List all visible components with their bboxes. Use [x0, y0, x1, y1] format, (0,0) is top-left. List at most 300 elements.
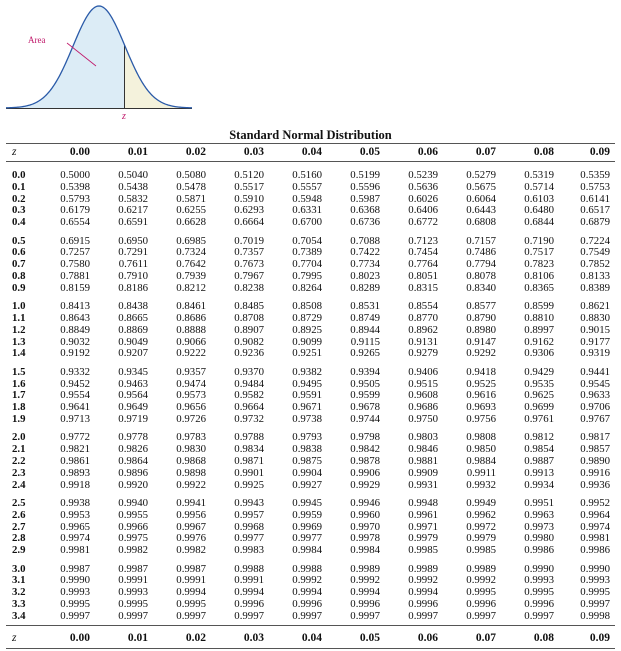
table-cell: 0.8907 — [234, 323, 264, 336]
table-cell: 0.5199 — [350, 169, 380, 181]
table-cell: 0.9744 — [350, 413, 380, 425]
table-cell: 0.9979 — [466, 532, 496, 545]
table-cell: 0.9997 — [466, 609, 496, 622]
table-cell: 0.7054 — [292, 234, 322, 247]
table-cell: 0.5714 — [524, 180, 554, 193]
z-value: 0.8 — [12, 270, 26, 282]
table-cell: 0.6628 — [176, 216, 206, 229]
table-cell: 0.9929 — [350, 478, 380, 491]
table-cell: 0.9878 — [350, 455, 380, 467]
column-header: 0.01 — [127, 632, 148, 644]
table-cell: 0.6915 — [60, 234, 90, 247]
table-cell: 0.9984 — [350, 544, 380, 557]
table-cell: 0.9995 — [118, 598, 148, 610]
footer-header-row — [0, 632, 621, 645]
table-cell: 0.8925 — [292, 323, 322, 336]
table-cell: 0.9990 — [524, 562, 554, 575]
table-cell: 0.9726 — [176, 413, 206, 425]
table-row — [0, 347, 621, 360]
table-cell: 0.9147 — [466, 335, 496, 348]
table-cell: 0.6443 — [466, 204, 496, 217]
table-cell: 0.7764 — [408, 258, 438, 271]
table-cell: 0.9834 — [234, 443, 264, 456]
table-cell: 0.9812 — [524, 431, 554, 444]
table-cell: 0.9987 — [60, 562, 90, 575]
table-cell: 0.8264 — [292, 281, 322, 294]
z-value: 1.3 — [12, 335, 26, 348]
table-cell: 0.5596 — [350, 180, 380, 193]
table-cell: 0.9968 — [234, 520, 264, 533]
z-value: 0.4 — [12, 216, 26, 229]
table-cell: 0.6950 — [118, 234, 148, 247]
table-cell: 0.9925 — [234, 478, 264, 491]
table-cell: 0.8365 — [524, 281, 554, 294]
table-cell: 0.7157 — [466, 234, 496, 247]
table-row — [0, 610, 621, 623]
z-value: 3.1 — [12, 574, 26, 587]
normal-curve-svg — [0, 0, 200, 125]
z-value: 2.8 — [12, 532, 26, 545]
table-cell: 0.9884 — [466, 455, 496, 467]
table-cell: 0.5080 — [176, 169, 206, 181]
table-cell: 0.9875 — [292, 455, 322, 467]
table-cell: 0.9991 — [234, 574, 264, 587]
table-cell: 0.9990 — [60, 574, 90, 587]
z-value: 2.9 — [12, 544, 26, 557]
table-cell: 0.7823 — [524, 258, 554, 271]
table-cell: 0.9974 — [60, 532, 90, 545]
table-cell: 0.6026 — [408, 192, 438, 205]
table-cell: 0.9997 — [118, 609, 148, 622]
table-cell: 0.9994 — [408, 586, 438, 599]
column-header: 0.02 — [185, 632, 206, 644]
table-cell: 0.8159 — [60, 281, 90, 294]
table-cell: 0.8554 — [408, 300, 438, 313]
z-value: 2.5 — [12, 497, 26, 509]
column-header: 0.00 — [69, 146, 90, 158]
table-cell: 0.8212 — [176, 281, 206, 294]
table-cell: 0.9993 — [60, 586, 90, 599]
table-cell: 0.9893 — [60, 466, 90, 479]
table-cell: 0.9916 — [580, 466, 610, 479]
table-cell: 0.5636 — [408, 180, 438, 193]
table-cell: 0.9738 — [292, 413, 322, 425]
table-cell: 0.8023 — [350, 270, 380, 282]
table-cell: 0.9032 — [60, 335, 90, 348]
table-cell: 0.9525 — [466, 377, 496, 390]
table-cell: 0.5120 — [234, 169, 264, 181]
table-cell: 0.9964 — [580, 508, 610, 521]
table-cell: 0.6103 — [524, 192, 554, 205]
table-cell: 0.9545 — [580, 377, 610, 390]
table-cell: 0.8708 — [234, 312, 264, 324]
column-header: 0.07 — [475, 632, 496, 644]
table-cell: 0.9983 — [234, 544, 264, 557]
table-cell: 0.9949 — [466, 497, 496, 509]
table-cell: 0.7794 — [466, 258, 496, 271]
table-cell: 0.9783 — [176, 431, 206, 444]
table-cell: 0.9803 — [408, 431, 438, 444]
table-cell: 0.9977 — [234, 532, 264, 545]
table-cell: 0.7224 — [580, 234, 610, 247]
table-cell: 0.5359 — [580, 169, 610, 181]
table-cell: 0.9922 — [176, 478, 206, 491]
table-cell: 0.8849 — [60, 323, 90, 336]
column-header: 0.03 — [243, 146, 264, 158]
table-cell: 0.6217 — [118, 204, 148, 217]
table-cell: 0.9582 — [234, 389, 264, 402]
column-header: 0.04 — [301, 146, 322, 158]
table-cell: 0.6554 — [60, 216, 90, 229]
column-header: 0.01 — [127, 146, 148, 158]
table-cell: 0.9970 — [350, 520, 380, 533]
table-cell: 0.9699 — [524, 401, 554, 414]
table-cell: 0.9909 — [408, 466, 438, 479]
z-value: 1.9 — [12, 413, 26, 425]
table-cell: 0.9236 — [234, 347, 264, 360]
table-cell: 0.9015 — [580, 323, 610, 336]
table-cell: 0.9871 — [234, 455, 264, 467]
table-cell: 0.5871 — [176, 192, 206, 205]
z-value: 2.0 — [12, 431, 26, 444]
table-cell: 0.9887 — [524, 455, 554, 467]
z-value: 2.1 — [12, 443, 26, 456]
table-cell: 0.7910 — [118, 270, 148, 282]
table-cell: 0.5398 — [60, 180, 90, 193]
table-cell: 0.6406 — [408, 204, 438, 217]
column-header: 0.08 — [533, 632, 554, 644]
table-cell: 0.9554 — [60, 389, 90, 402]
table-cell: 0.6772 — [408, 216, 438, 229]
table-cell: 0.9979 — [408, 532, 438, 545]
table-cell: 0.9980 — [524, 532, 554, 545]
table-cell: 0.5319 — [524, 169, 554, 181]
table-cell: 0.6293 — [234, 204, 264, 217]
table-cell: 0.9222 — [176, 347, 206, 360]
table-cell: 0.9881 — [408, 455, 438, 467]
table-cell: 0.8962 — [408, 323, 438, 336]
table-cell: 0.9616 — [466, 389, 496, 402]
table-cell: 0.9998 — [580, 609, 610, 622]
table-cell: 0.9821 — [60, 443, 90, 456]
table-cell: 0.9978 — [350, 532, 380, 545]
z-value: 1.4 — [12, 347, 26, 360]
z-value: 2.6 — [12, 508, 26, 521]
table-row — [0, 544, 621, 557]
z-value: 0.9 — [12, 281, 26, 294]
table-cell: 0.9987 — [118, 562, 148, 575]
header-bottom-rule — [6, 161, 615, 162]
z-value: 0.6 — [12, 246, 26, 259]
z-value: 1.2 — [12, 323, 26, 336]
table-cell: 0.9505 — [350, 377, 380, 390]
table-cell: 0.8340 — [466, 281, 496, 294]
table-cell: 0.9573 — [176, 389, 206, 402]
table-cell: 0.9826 — [118, 443, 148, 456]
table-cell: 0.9960 — [350, 508, 380, 521]
table-cell: 0.9993 — [524, 574, 554, 587]
column-header: 0.03 — [243, 632, 264, 644]
table-cell: 0.8770 — [408, 312, 438, 324]
table-cell: 0.7190 — [524, 234, 554, 247]
table-cell: 0.6879 — [580, 216, 610, 229]
table-cell: 0.9997 — [176, 609, 206, 622]
table-cell: 0.9452 — [60, 377, 90, 390]
table-cell: 0.9599 — [350, 389, 380, 402]
table-cell: 0.9830 — [176, 443, 206, 456]
table-cell: 0.9993 — [118, 586, 148, 599]
column-header: 0.09 — [589, 632, 610, 644]
table-cell: 0.6591 — [118, 216, 148, 229]
table-cell: 0.8461 — [176, 300, 206, 313]
table-cell: 0.9671 — [292, 401, 322, 414]
table-cell: 0.8531 — [350, 300, 380, 313]
table-cell: 0.9441 — [580, 365, 610, 378]
column-header: 0.02 — [185, 146, 206, 158]
table-cell: 0.9967 — [176, 520, 206, 533]
table-cell: 0.9394 — [350, 365, 380, 378]
table-cell: 0.8238 — [234, 281, 264, 294]
table-cell: 0.9345 — [118, 365, 148, 378]
table-cell: 0.9952 — [580, 497, 610, 509]
table-cell: 0.9901 — [234, 466, 264, 479]
table-cell: 0.8665 — [118, 312, 148, 324]
table-cell: 0.6331 — [292, 204, 322, 217]
table-cell: 0.9817 — [580, 431, 610, 444]
table-cell: 0.8997 — [524, 323, 554, 336]
table-cell: 0.9934 — [524, 478, 554, 491]
table-cell: 0.9996 — [408, 598, 438, 610]
z-value: 1.7 — [12, 389, 26, 402]
table-cell: 0.9977 — [292, 532, 322, 545]
table-cell: 0.9985 — [466, 544, 496, 557]
table-cell: 0.9898 — [176, 466, 206, 479]
table-cell: 0.9429 — [524, 365, 554, 378]
table-cell: 0.9974 — [580, 520, 610, 533]
table-cell: 0.8621 — [580, 300, 610, 313]
table-cell: 0.9990 — [580, 562, 610, 575]
header-row — [0, 146, 621, 159]
table-cell: 0.7734 — [350, 258, 380, 271]
table-cell: 0.8869 — [118, 323, 148, 336]
table-cell: 0.9857 — [580, 443, 610, 456]
table-cell: 0.7673 — [234, 258, 264, 271]
table-title: Standard Normal Distribution — [229, 128, 392, 142]
table-cell: 0.7967 — [234, 270, 264, 282]
table-cell: 0.9131 — [408, 335, 438, 348]
table-cell: 0.9495 — [292, 377, 322, 390]
table-cell: 0.9997 — [350, 609, 380, 622]
table-cell: 0.6064 — [466, 192, 496, 205]
table-cell: 0.6700 — [292, 216, 322, 229]
table-cell: 0.7995 — [292, 270, 322, 282]
table-cell: 0.5478 — [176, 180, 206, 193]
table-cell: 0.9920 — [118, 478, 148, 491]
table-cell: 0.9251 — [292, 347, 322, 360]
table-cell: 0.9418 — [466, 365, 496, 378]
table-cell: 0.5948 — [292, 192, 322, 205]
z-value: 2.3 — [12, 466, 26, 479]
table-cell: 0.9986 — [524, 544, 554, 557]
table-cell: 0.7123 — [408, 234, 438, 247]
table-row — [0, 282, 621, 295]
table-cell: 0.9992 — [466, 574, 496, 587]
table-cell: 0.9713 — [60, 413, 90, 425]
table-cell: 0.6844 — [524, 216, 554, 229]
table-cell: 0.9997 — [60, 609, 90, 622]
table-cell: 0.8508 — [292, 300, 322, 313]
table-cell: 0.7939 — [176, 270, 206, 282]
table-cell: 0.9969 — [292, 520, 322, 533]
table-cell: 0.9370 — [234, 365, 264, 378]
table-cell: 0.9932 — [466, 478, 496, 491]
table-cell: 0.9984 — [292, 544, 322, 557]
table-cell: 0.8749 — [350, 312, 380, 324]
table-cell: 0.8980 — [466, 323, 496, 336]
table-cell: 0.9649 — [118, 401, 148, 414]
table-cell: 0.9971 — [408, 520, 438, 533]
table-cell: 0.8078 — [466, 270, 496, 282]
table-cell: 0.9997 — [234, 609, 264, 622]
table-cell: 0.6480 — [524, 204, 554, 217]
table-cell: 0.7019 — [234, 234, 264, 247]
table-cell: 0.7088 — [350, 234, 380, 247]
table-cell: 0.9207 — [118, 347, 148, 360]
table-cell: 0.8643 — [60, 312, 90, 324]
table-cell: 0.9656 — [176, 401, 206, 414]
table-cell: 0.9975 — [118, 532, 148, 545]
table-cell: 0.8485 — [234, 300, 264, 313]
table-cell: 0.9995 — [60, 598, 90, 610]
table-cell: 0.8133 — [580, 270, 610, 282]
column-header: 0.00 — [69, 632, 90, 644]
table-cell: 0.9996 — [350, 598, 380, 610]
z-value: 0.0 — [12, 169, 26, 181]
table-cell: 0.9099 — [292, 335, 322, 348]
table-cell: 0.9861 — [60, 455, 90, 467]
table-cell: 0.8888 — [176, 323, 206, 336]
table-cell: 0.9265 — [350, 347, 380, 360]
table-cell: 0.8686 — [176, 312, 206, 324]
table-cell: 0.9868 — [176, 455, 206, 467]
table-cell: 0.9591 — [292, 389, 322, 402]
table-cell: 0.9953 — [60, 508, 90, 521]
z-value: 1.5 — [12, 365, 26, 378]
table-row — [0, 413, 621, 426]
table-cell: 0.7580 — [60, 258, 90, 271]
table-cell: 0.9955 — [118, 508, 148, 521]
table-cell: 0.8438 — [118, 300, 148, 313]
table-cell: 0.9798 — [350, 431, 380, 444]
table-cell: 0.5753 — [580, 180, 610, 193]
z-label: z — [122, 111, 126, 122]
table-cell: 0.8289 — [350, 281, 380, 294]
table-cell: 0.9633 — [580, 389, 610, 402]
z-value: 1.6 — [12, 377, 26, 390]
table-cell: 0.9995 — [176, 598, 206, 610]
table-cell: 0.9972 — [466, 520, 496, 533]
table-cell: 0.9959 — [292, 508, 322, 521]
table-cell: 0.6664 — [234, 216, 264, 229]
table-cell: 0.9162 — [524, 335, 554, 348]
table-cell: 0.9772 — [60, 431, 90, 444]
table-top-rule — [6, 143, 615, 144]
table-cell: 0.7357 — [234, 246, 264, 259]
z-value: 1.1 — [12, 312, 26, 324]
table-cell: 0.9664 — [234, 401, 264, 414]
table-cell: 0.9986 — [580, 544, 610, 557]
z-value: 2.7 — [12, 520, 26, 533]
table-cell: 0.9963 — [524, 508, 554, 521]
table-cell: 0.9991 — [118, 574, 148, 587]
table-cell: 0.9319 — [580, 347, 610, 360]
table-cell: 0.8106 — [524, 270, 554, 282]
table-cell: 0.9854 — [524, 443, 554, 456]
table-cell: 0.8810 — [524, 312, 554, 324]
table-cell: 0.9706 — [580, 401, 610, 414]
table-cell: 0.8729 — [292, 312, 322, 324]
table-cell: 0.9904 — [292, 466, 322, 479]
column-header: 0.09 — [589, 146, 610, 158]
z-value: 1.0 — [12, 300, 26, 313]
table-cell: 0.9906 — [350, 466, 380, 479]
table-cell: 0.7291 — [118, 246, 148, 259]
table-cell: 0.9761 — [524, 413, 554, 425]
table-cell: 0.7486 — [466, 246, 496, 259]
table-cell: 0.5793 — [60, 192, 90, 205]
table-cell: 0.9279 — [408, 347, 438, 360]
table-cell: 0.7704 — [292, 258, 322, 271]
table-cell: 0.8830 — [580, 312, 610, 324]
table-cell: 0.5438 — [118, 180, 148, 193]
table-cell: 0.9864 — [118, 455, 148, 467]
table-row — [0, 216, 621, 229]
table-cell: 0.9474 — [176, 377, 206, 390]
z-value: 1.8 — [12, 401, 26, 414]
table-cell: 0.9641 — [60, 401, 90, 414]
table-cell: 0.7324 — [176, 246, 206, 259]
table-cell: 0.9994 — [350, 586, 380, 599]
table-cell: 0.6517 — [580, 204, 610, 217]
table-cell: 0.9981 — [580, 532, 610, 545]
z-value: 0.7 — [12, 258, 26, 271]
z-value: 3.2 — [12, 586, 26, 599]
table-cell: 0.5517 — [234, 180, 264, 193]
table-cell: 0.9918 — [60, 478, 90, 491]
table-cell: 0.9951 — [524, 497, 554, 509]
column-header: 0.05 — [359, 146, 380, 158]
table-cell: 0.9931 — [408, 478, 438, 491]
table-cell: 0.9976 — [176, 532, 206, 545]
table-cell: 0.9788 — [234, 431, 264, 444]
table-cell: 0.9066 — [176, 335, 206, 348]
table-cell: 0.9357 — [176, 365, 206, 378]
table-cell: 0.9842 — [350, 443, 380, 456]
table-cell: 0.9941 — [176, 497, 206, 509]
table-cell: 0.5000 — [60, 169, 90, 181]
z-value: 2.2 — [12, 455, 26, 467]
table-cell: 0.9993 — [580, 574, 610, 587]
table-cell: 0.7549 — [580, 246, 610, 259]
table-cell: 0.9177 — [580, 335, 610, 348]
table-cell: 0.8944 — [350, 323, 380, 336]
table-cell: 0.9988 — [292, 562, 322, 575]
table-cell: 0.9382 — [292, 365, 322, 378]
table-cell: 0.9995 — [580, 586, 610, 599]
z-column-header: z — [12, 146, 17, 158]
table-cell: 0.7422 — [350, 246, 380, 259]
table-cell: 0.9995 — [524, 586, 554, 599]
